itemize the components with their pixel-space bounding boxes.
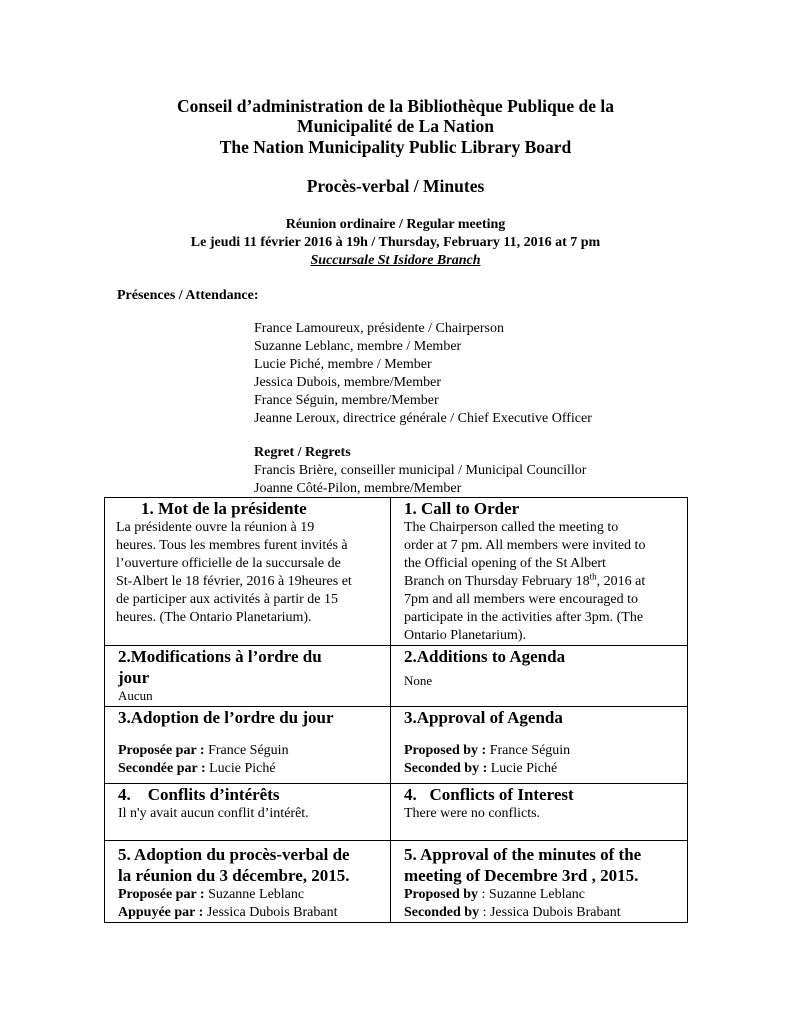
text-line: the Official opening of the St Albert <box>404 556 606 571</box>
heading-line: 2.Modifications à l’ordre du <box>118 647 322 666</box>
text-line: The Chairperson called the meeting to <box>404 520 619 535</box>
text-fragment: , 2016 at <box>596 574 646 589</box>
item-4-fr-text: Il n'y avait aucun conflit d’intérêt. <box>118 806 309 821</box>
seconded-label: Seconded by : <box>404 761 488 776</box>
seconded-value: Jessica Dubois Brabant <box>203 905 338 920</box>
item-3-fr <box>105 707 391 784</box>
seconded-label: Secondée par : <box>118 761 206 776</box>
text-line: de participer aux activités à partir de 15 <box>116 592 338 607</box>
item-4-fr <box>105 784 391 841</box>
agenda-item-2 <box>105 646 688 707</box>
regret-member: Francis Brière, conseiller municipal / Municipal Councillor <box>254 463 587 478</box>
board-name-en: The Nation Municipality Public Library Board <box>219 137 572 157</box>
item-2-en <box>391 646 688 707</box>
attendee: Suzanne Leblanc, membre / Member <box>254 339 462 354</box>
heading-line: jour <box>118 668 150 687</box>
ordinal-suffix: th <box>589 571 597 582</box>
document-title: Procès-verbal / Minutes <box>306 176 485 196</box>
item-4-en-heading: 4. Conflicts of Interest <box>404 785 574 804</box>
text-line: order at 7 pm. All members were invited to <box>404 538 646 553</box>
text-line <box>404 573 687 591</box>
meeting-date: Le jeudi 11 février 2016 à 19h / Thursday, February 11, 2016 at 7 pm <box>190 235 601 250</box>
item-3-en-proposed <box>404 742 687 760</box>
text-fragment: Branch on Thursday February 18 <box>404 574 590 589</box>
proposed-label: Proposed by : <box>404 743 487 758</box>
item-3-en-seconded <box>404 760 687 778</box>
heading-line: 5. Approval of the minutes of the <box>404 845 642 864</box>
agenda-item-1 <box>105 498 688 646</box>
attendance-list <box>254 320 592 428</box>
item-5-fr <box>105 841 391 923</box>
minutes-table <box>104 497 688 923</box>
item-5-en-heading <box>404 844 687 886</box>
attendee: Jessica Dubois, membre/Member <box>254 375 442 390</box>
text-line: Ontario Planetarium). <box>404 628 527 643</box>
meeting-type: Réunion ordinaire / Regular meeting <box>285 217 506 232</box>
proposed-value: France Séguin <box>486 743 571 758</box>
item-2-en-heading: 2.Additions to Agenda <box>404 647 566 666</box>
item-1-fr <box>105 498 391 646</box>
agenda-item-4 <box>105 784 688 841</box>
seconded-label: Seconded by <box>404 905 480 920</box>
item-5-fr-heading <box>118 844 390 886</box>
proposed-label: Proposed by <box>404 887 479 902</box>
seconded-label: Appuyée par : <box>118 905 204 920</box>
proposed-value: Suzanne Leblanc <box>204 887 305 902</box>
item-5-en-proposed <box>404 886 687 904</box>
seconded-value: Lucie Piché <box>205 761 276 776</box>
regrets-section <box>254 444 586 498</box>
proposed-label: Proposée par : <box>118 743 205 758</box>
item-5-fr-proposed <box>118 886 390 904</box>
agenda-item-5 <box>105 841 688 923</box>
item-2-fr-heading <box>118 646 390 688</box>
board-name-fr-line1: Conseil d’administration de la Bibliothèque Publique de la <box>176 96 615 116</box>
meeting-location: Succursale St Isidore Branch <box>310 253 481 268</box>
regrets-label: Regret / Regrets <box>254 445 351 460</box>
text-line: heures. (The Ontario Planetarium). <box>116 610 312 625</box>
text-line: St-Albert le 18 février, 2016 à 19heures et <box>116 574 352 589</box>
item-1-en-heading: 1. Call to Order <box>404 499 520 518</box>
item-4-en <box>391 784 688 841</box>
item-2-en-text: None <box>404 673 433 688</box>
regret-member: Joanne Côté-Pilon, membre/Member <box>254 481 462 496</box>
item-3-fr-proposed <box>118 742 390 760</box>
text-line: l’ouverture officielle de la succursale de <box>116 556 341 571</box>
text-line: 7pm and all members were encouraged to <box>404 592 639 607</box>
heading-line: 5. Adoption du procès-verbal de <box>118 845 350 864</box>
item-5-en-seconded <box>404 904 687 922</box>
item-1-fr-text <box>116 519 390 627</box>
attendee: France Séguin, membre/Member <box>254 393 439 408</box>
proposed-value: : Suzanne Leblanc <box>478 887 585 902</box>
board-name-fr-line2: Municipalité de La Nation <box>297 116 494 136</box>
item-2-fr-text: Aucun <box>118 688 153 703</box>
item-3-en-heading: 3.Approval of Agenda <box>404 708 563 727</box>
item-3-fr-seconded <box>118 760 390 778</box>
item-2-fr <box>105 646 391 707</box>
text-line: La présidente ouvre la réunion à 19 <box>116 520 315 535</box>
seconded-value: : Jessica Dubois Brabant <box>479 905 621 920</box>
attendee: Lucie Piché, membre / Member <box>254 357 432 372</box>
proposed-label: Proposée par : <box>118 887 205 902</box>
item-5-fr-seconded <box>118 904 390 922</box>
text-line: participate in the activities after 3pm. (The <box>404 610 644 625</box>
item-1-fr-heading: 1. Mot de la présidente <box>141 499 307 518</box>
item-5-en <box>391 841 688 923</box>
item-4-en-text: There were no conflicts. <box>404 806 541 821</box>
seconded-value: Lucie Piché <box>487 761 558 776</box>
item-4-fr-heading: 4. Conflits d’intérêts <box>118 785 280 804</box>
attendee: Jeanne Leroux, directrice générale / Chief Executive Officer <box>254 411 592 426</box>
attendance-label: Présences / Attendance: <box>117 288 259 303</box>
heading-line: meeting of Decembre 3rd , 2015. <box>404 866 639 885</box>
attendee: France Lamoureux, présidente / Chairperson <box>254 321 504 336</box>
proposed-value: France Séguin <box>204 743 289 758</box>
heading-line: la réunion du 3 décembre, 2015. <box>118 866 350 885</box>
agenda-item-3 <box>105 707 688 784</box>
item-3-en <box>391 707 688 784</box>
text-line: heures. Tous les membres furent invités à <box>116 538 348 553</box>
item-1-en-text <box>404 519 687 645</box>
item-3-fr-heading: 3.Adoption de l’ordre du jour <box>118 708 334 727</box>
item-1-en <box>391 498 688 646</box>
